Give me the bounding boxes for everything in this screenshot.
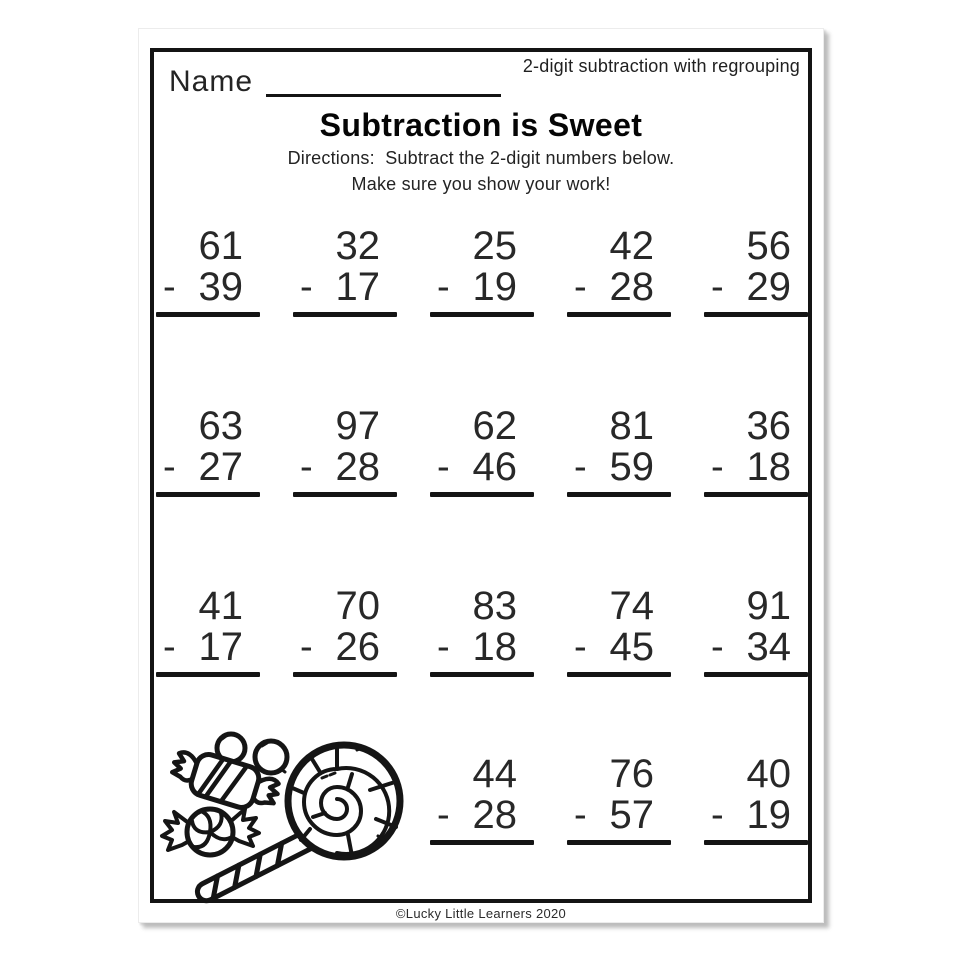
minus-sign: -	[711, 446, 724, 488]
subtrahend-row	[293, 264, 397, 309]
subtraction-problem	[293, 225, 397, 405]
answer-line[interactable]	[704, 492, 808, 497]
name-fill-line[interactable]	[266, 67, 501, 97]
answer-line[interactable]	[430, 492, 534, 497]
answer-line[interactable]	[704, 840, 808, 845]
minuend: 91	[746, 584, 791, 628]
subtraction-problem	[704, 225, 808, 405]
subtrahend-row	[567, 624, 671, 669]
subtrahend: 19	[472, 264, 517, 309]
subtrahend: 17	[335, 264, 380, 309]
minuend: 36	[746, 404, 791, 448]
answer-line[interactable]	[293, 312, 397, 317]
answer-line[interactable]	[430, 312, 534, 317]
candy-and-lollipop-illustration	[152, 716, 424, 908]
subtrahend: 28	[609, 264, 654, 309]
worksheet-border-frame	[150, 48, 812, 903]
subtrahend: 46	[472, 444, 517, 489]
subtrahend-row	[567, 264, 671, 309]
subtrahend: 18	[746, 444, 791, 489]
answer-line[interactable]	[567, 312, 671, 317]
answer-line[interactable]	[567, 840, 671, 845]
minuend: 74	[609, 584, 654, 628]
minus-sign: -	[300, 626, 313, 668]
name-label: Name	[169, 65, 254, 98]
answer-line[interactable]	[567, 492, 671, 497]
worksheet-topic-label: 2-digit subtraction with regrouping	[522, 56, 800, 76]
minuend: 81	[609, 404, 654, 448]
subtraction-problem	[430, 753, 534, 873]
paper-sheet	[138, 28, 824, 923]
minus-sign: -	[300, 266, 313, 308]
minus-sign: -	[163, 446, 176, 488]
minus-sign: -	[711, 626, 724, 668]
subtrahend: 59	[609, 444, 654, 489]
subtrahend-row	[704, 792, 808, 837]
minus-sign: -	[574, 626, 587, 668]
minuend: 83	[472, 584, 517, 628]
subtrahend-row	[430, 444, 534, 489]
minuend: 76	[609, 752, 654, 796]
answer-line[interactable]	[567, 672, 671, 677]
minus-sign: -	[711, 794, 724, 836]
copyright-footer: ©Lucky Little Learners 2020	[395, 906, 567, 921]
subtrahend-row	[430, 624, 534, 669]
subtrahend-row	[704, 624, 808, 669]
subtraction-problem	[156, 225, 260, 405]
answer-line[interactable]	[293, 672, 397, 677]
subtraction-problem	[293, 405, 397, 585]
minus-sign: -	[163, 266, 176, 308]
subtraction-problem	[430, 225, 534, 405]
minuend: 62	[472, 404, 517, 448]
subtrahend: 29	[746, 264, 791, 309]
subtrahend-row	[430, 792, 534, 837]
name-row	[169, 65, 501, 99]
answer-line[interactable]	[156, 672, 260, 677]
answer-line[interactable]	[704, 672, 808, 677]
minuend: 42	[609, 224, 654, 268]
subtraction-problem	[567, 585, 671, 753]
minus-sign: -	[163, 626, 176, 668]
subtrahend: 28	[335, 444, 380, 489]
minuend: 32	[335, 224, 380, 268]
subtrahend: 57	[609, 792, 654, 837]
subtrahend-row	[293, 624, 397, 669]
minuend: 56	[746, 224, 791, 268]
subtraction-problem	[156, 405, 260, 585]
lollipop-icon	[288, 745, 400, 857]
answer-line[interactable]	[430, 672, 534, 677]
minus-sign: -	[711, 266, 724, 308]
subtraction-problem	[567, 405, 671, 585]
minuend: 25	[472, 224, 517, 268]
worksheet-title: Subtraction is Sweet	[319, 107, 643, 143]
minuend: 63	[198, 404, 243, 448]
minuend: 44	[472, 752, 517, 796]
subtraction-problem	[704, 405, 808, 585]
subtraction-problem	[704, 585, 808, 753]
answer-line[interactable]	[156, 492, 260, 497]
subtrahend: 27	[198, 444, 243, 489]
minus-sign: -	[437, 266, 450, 308]
answer-line[interactable]	[704, 312, 808, 317]
peppermint-candy-icon	[162, 809, 259, 855]
subtrahend: 28	[472, 792, 517, 837]
subtraction-problem	[567, 225, 671, 405]
directions-line2: Make sure you show your work!	[351, 174, 611, 194]
subtrahend: 18	[472, 624, 517, 669]
subtraction-problem	[430, 585, 534, 753]
minus-sign: -	[574, 446, 587, 488]
subtrahend-row	[567, 792, 671, 837]
subtrahend-row	[293, 444, 397, 489]
minuend: 97	[335, 404, 380, 448]
subtrahend: 26	[335, 624, 380, 669]
answer-line[interactable]	[156, 312, 260, 317]
minus-sign: -	[574, 794, 587, 836]
directions-line1: Directions: Subtract the 2-digit numbers below.	[287, 148, 675, 168]
minus-sign: -	[300, 446, 313, 488]
subtrahend-row	[156, 624, 260, 669]
subtrahend: 45	[609, 624, 654, 669]
minuend: 40	[746, 752, 791, 796]
minus-sign: -	[574, 266, 587, 308]
subtrahend-row	[156, 264, 260, 309]
minus-sign: -	[437, 446, 450, 488]
subtrahend: 19	[746, 792, 791, 837]
subtrahend: 39	[198, 264, 243, 309]
subtrahend-row	[567, 444, 671, 489]
minuend: 61	[198, 224, 243, 268]
candy-ball-icon	[255, 741, 287, 773]
subtrahend: 17	[198, 624, 243, 669]
minus-sign: -	[437, 626, 450, 668]
answer-line[interactable]	[293, 492, 397, 497]
subtrahend-row	[430, 264, 534, 309]
answer-line[interactable]	[430, 840, 534, 845]
minus-sign: -	[437, 794, 450, 836]
subtraction-problem	[704, 753, 808, 873]
subtrahend-row	[704, 264, 808, 309]
subtrahend: 34	[746, 624, 791, 669]
subtrahend-row	[156, 444, 260, 489]
subtraction-problem	[430, 405, 534, 585]
minuend: 41	[198, 584, 243, 628]
minuend: 70	[335, 584, 380, 628]
subtraction-problem	[567, 753, 671, 873]
subtrahend-row	[704, 444, 808, 489]
